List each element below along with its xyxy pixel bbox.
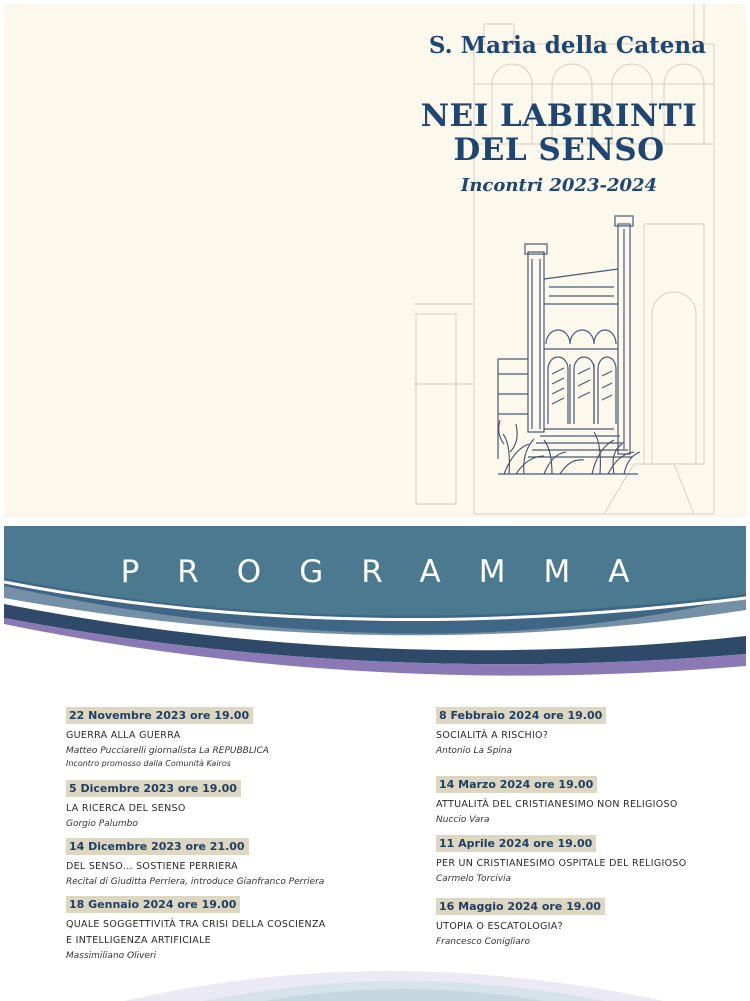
event-title: SOCIALITÀ A RISCHIO? bbox=[436, 730, 549, 741]
event-speaker: Gorgio Palumbo bbox=[66, 819, 138, 829]
event-title: ATTUALITÀ DEL CRISTIANESIMO NON RELIGIOSO bbox=[436, 799, 678, 810]
event-item bbox=[66, 777, 241, 831]
event-date: 14 Marzo 2024 ore 19.00 bbox=[436, 776, 597, 793]
event-speaker: Massimiliano Oliveri bbox=[66, 951, 157, 961]
event-speaker: Antonio La Spina bbox=[436, 746, 513, 756]
church-sketch-illustration bbox=[4, 4, 746, 518]
event-item bbox=[66, 835, 324, 889]
event-speaker: Francesco Conigliaro bbox=[436, 937, 531, 947]
event-date: 22 Novembre 2023 ore 19.00 bbox=[66, 707, 253, 724]
event-date: 14 Dicembre 2023 ore 21.00 bbox=[66, 838, 249, 855]
event-date: 8 Febbraio 2024 ore 19.00 bbox=[436, 707, 606, 724]
program-page bbox=[4, 526, 746, 1001]
event-date: 16 Maggio 2024 ore 19.00 bbox=[436, 898, 605, 915]
main-title-line-2: DEL SENSO bbox=[453, 132, 665, 168]
event-title-continued: E INTELLIGENZA ARTIFICIALE bbox=[66, 935, 211, 946]
event-title: GUERRA ALLA GUERRA bbox=[66, 730, 181, 741]
page-divider bbox=[0, 518, 750, 526]
header-wave-band bbox=[4, 526, 746, 676]
event-title: UTOPIA O ESCATOLOGIA? bbox=[436, 921, 563, 932]
event-title: DEL SENSO… SOSTIENE PERRIERA bbox=[66, 861, 238, 872]
event-speaker: Nuccio Vara bbox=[436, 815, 490, 825]
event-title: PER UN CRISTIANESIMO OSPITALE DEL RELIGIOSO bbox=[436, 858, 687, 869]
event-title: QUALE SOGGETTIVITÀ TRA CRISI DELLA COSCIENZA bbox=[66, 919, 326, 930]
event-note: Incontro promosso dalla Comunità Kairos bbox=[66, 759, 231, 768]
event-speaker: Matteo Pucciarelli giornalista La REPUBBLICA bbox=[66, 746, 269, 756]
event-date: 18 Gennaio 2024 ore 19.00 bbox=[66, 896, 240, 913]
event-item bbox=[436, 704, 606, 758]
main-title bbox=[404, 99, 714, 167]
event-title: LA RICERCA DEL SENSO bbox=[66, 803, 186, 814]
event-item bbox=[436, 895, 605, 949]
event-date: 5 Dicembre 2023 ore 19.00 bbox=[66, 780, 241, 797]
event-speaker: Recital di Giuditta Perriera, introduce Gianfranco Perriera bbox=[66, 877, 325, 887]
cover-page bbox=[4, 4, 746, 518]
footer-wave bbox=[4, 951, 746, 1001]
event-item bbox=[436, 773, 678, 827]
event-speaker: Carmelo Torcivia bbox=[436, 874, 512, 884]
subtitle: Incontri 2023-2024 bbox=[460, 175, 658, 196]
program-title: PROGRAMMA bbox=[120, 554, 668, 590]
title-block bbox=[404, 99, 714, 196]
main-title-line-1: NEI LABIRINTI bbox=[420, 98, 698, 134]
event-date: 11 Aprile 2024 ore 19.00 bbox=[436, 835, 596, 852]
event-item bbox=[66, 704, 269, 770]
event-item bbox=[436, 832, 687, 886]
church-name: S. Maria della Catena bbox=[428, 32, 706, 59]
